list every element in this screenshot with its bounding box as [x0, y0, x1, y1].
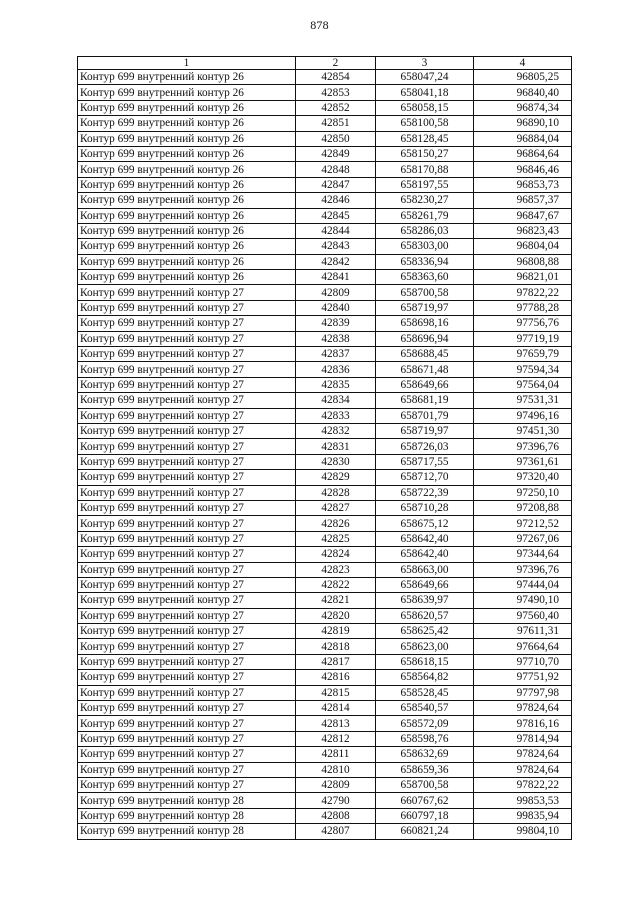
- y-coordinate-cell: 96821,01: [474, 270, 572, 285]
- y-coordinate-cell: 96805,25: [474, 70, 572, 85]
- y-coordinate-cell: 97396,76: [474, 562, 572, 577]
- y-coordinate-cell: 97822,22: [474, 777, 572, 792]
- point-number-cell: 42839: [296, 316, 376, 331]
- y-coordinate-cell: 97344,64: [474, 547, 572, 562]
- y-coordinate-cell: 97490,10: [474, 593, 572, 608]
- x-coordinate-cell: 658659,36: [376, 762, 474, 777]
- table-row: [78, 454, 572, 469]
- table-row: [78, 824, 572, 839]
- y-coordinate-cell: 97267,06: [474, 531, 572, 546]
- table-row: [78, 239, 572, 254]
- y-coordinate-cell: 97320,40: [474, 470, 572, 485]
- contour-name-cell: Контур 699 внутренний контур 27: [78, 408, 296, 423]
- table-row: [78, 762, 572, 777]
- table-row: [78, 100, 572, 115]
- point-number-cell: 42849: [296, 146, 376, 161]
- column-header-2: 2: [296, 57, 376, 70]
- point-number-cell: 42838: [296, 331, 376, 346]
- table-row: [78, 577, 572, 592]
- x-coordinate-cell: 658696,94: [376, 331, 474, 346]
- point-number-cell: 42834: [296, 393, 376, 408]
- x-coordinate-cell: 658681,19: [376, 393, 474, 408]
- table-row: [78, 608, 572, 623]
- x-coordinate-cell: 658642,40: [376, 547, 474, 562]
- contour-name-cell: Контур 699 внутренний контур 27: [78, 639, 296, 654]
- y-coordinate-cell: 97824,64: [474, 747, 572, 762]
- point-number-cell: 42790: [296, 793, 376, 808]
- point-number-cell: 42840: [296, 300, 376, 315]
- y-coordinate-cell: 97361,61: [474, 454, 572, 469]
- point-number-cell: 42807: [296, 824, 376, 839]
- point-number-cell: 42841: [296, 270, 376, 285]
- contour-name-cell: Контур 699 внутренний контур 27: [78, 439, 296, 454]
- y-coordinate-cell: 97822,22: [474, 285, 572, 300]
- contour-name-cell: Контур 699 внутренний контур 26: [78, 162, 296, 177]
- y-coordinate-cell: 97212,52: [474, 516, 572, 531]
- table-row: [78, 393, 572, 408]
- point-number-cell: 42809: [296, 777, 376, 792]
- point-number-cell: 42809: [296, 285, 376, 300]
- table-row: [78, 747, 572, 762]
- column-header-3: 3: [376, 57, 474, 70]
- contour-name-cell: Контур 699 внутренний контур 26: [78, 85, 296, 100]
- point-number-cell: 42821: [296, 593, 376, 608]
- x-coordinate-cell: 658128,45: [376, 131, 474, 146]
- y-coordinate-cell: 96853,73: [474, 177, 572, 192]
- contour-name-cell: Контур 699 внутренний контур 27: [78, 316, 296, 331]
- table-row: [78, 593, 572, 608]
- y-coordinate-cell: 97824,64: [474, 762, 572, 777]
- y-coordinate-cell: 96874,34: [474, 100, 572, 115]
- table-row: [78, 377, 572, 392]
- point-number-cell: 42812: [296, 731, 376, 746]
- contour-name-cell: Контур 699 внутренний контур 27: [78, 654, 296, 669]
- x-coordinate-cell: 658230,27: [376, 193, 474, 208]
- y-coordinate-cell: 97816,16: [474, 716, 572, 731]
- contour-name-cell: Контур 699 внутренний контур 27: [78, 347, 296, 362]
- y-coordinate-cell: 96884,04: [474, 131, 572, 146]
- point-number-cell: 42846: [296, 193, 376, 208]
- point-number-cell: 42853: [296, 85, 376, 100]
- point-number-cell: 42850: [296, 131, 376, 146]
- table-row: [78, 162, 572, 177]
- contour-name-cell: Контур 699 внутренний контур 26: [78, 100, 296, 115]
- contour-name-cell: Контур 699 внутренний контур 27: [78, 685, 296, 700]
- table-row: [78, 716, 572, 731]
- y-coordinate-cell: 97710,70: [474, 654, 572, 669]
- table-row: [78, 70, 572, 85]
- table-row: [78, 777, 572, 792]
- point-number-cell: 42808: [296, 808, 376, 823]
- point-number-cell: 42854: [296, 70, 376, 85]
- x-coordinate-cell: 660821,24: [376, 824, 474, 839]
- y-coordinate-cell: 96840,40: [474, 85, 572, 100]
- table-row: [78, 208, 572, 223]
- x-coordinate-cell: 658041,18: [376, 85, 474, 100]
- point-number-cell: 42814: [296, 701, 376, 716]
- contour-name-cell: Контур 699 внутренний контур 27: [78, 562, 296, 577]
- x-coordinate-cell: 658540,57: [376, 701, 474, 716]
- y-coordinate-cell: 96890,10: [474, 116, 572, 131]
- table-row: [78, 485, 572, 500]
- x-coordinate-cell: 658197,55: [376, 177, 474, 192]
- contour-name-cell: Контур 699 внутренний контур 27: [78, 516, 296, 531]
- contour-name-cell: Контур 699 внутренний контур 27: [78, 670, 296, 685]
- x-coordinate-cell: 658620,57: [376, 608, 474, 623]
- x-coordinate-cell: 658722,39: [376, 485, 474, 500]
- table-row: [78, 701, 572, 716]
- x-coordinate-cell: 658700,58: [376, 777, 474, 792]
- y-coordinate-cell: 97208,88: [474, 500, 572, 515]
- y-coordinate-cell: 97611,31: [474, 624, 572, 639]
- x-coordinate-cell: 658726,03: [376, 439, 474, 454]
- contour-name-cell: Контур 699 внутренний контур 27: [78, 716, 296, 731]
- table-row: [78, 516, 572, 531]
- point-number-cell: 42816: [296, 670, 376, 685]
- contour-name-cell: Контур 699 внутренний контур 27: [78, 531, 296, 546]
- contour-name-cell: Контур 699 внутренний контур 27: [78, 393, 296, 408]
- contour-name-cell: Контур 699 внутренний контур 26: [78, 223, 296, 238]
- point-number-cell: 42817: [296, 654, 376, 669]
- point-number-cell: 42836: [296, 362, 376, 377]
- contour-name-cell: Контур 699 внутренний контур 26: [78, 239, 296, 254]
- point-number-cell: 42823: [296, 562, 376, 577]
- x-coordinate-cell: 658598,76: [376, 731, 474, 746]
- y-coordinate-cell: 97396,76: [474, 439, 572, 454]
- x-coordinate-cell: 658058,15: [376, 100, 474, 115]
- x-coordinate-cell: 658710,28: [376, 500, 474, 515]
- x-coordinate-cell: 658642,40: [376, 531, 474, 546]
- table-row: [78, 639, 572, 654]
- header-row: [78, 57, 572, 70]
- table-row: [78, 624, 572, 639]
- point-number-cell: 42826: [296, 516, 376, 531]
- table-row: [78, 470, 572, 485]
- table-row: [78, 439, 572, 454]
- point-number-cell: 42845: [296, 208, 376, 223]
- x-coordinate-cell: 658632,69: [376, 747, 474, 762]
- x-coordinate-cell: 658623,00: [376, 639, 474, 654]
- y-coordinate-cell: 96804,04: [474, 239, 572, 254]
- contour-name-cell: Контур 699 внутренний контур 26: [78, 131, 296, 146]
- contour-name-cell: Контур 699 внутренний контур 26: [78, 254, 296, 269]
- contour-name-cell: Контур 699 внутренний контур 27: [78, 300, 296, 315]
- point-number-cell: 42824: [296, 547, 376, 562]
- x-coordinate-cell: 658286,03: [376, 223, 474, 238]
- table-row: [78, 500, 572, 515]
- point-number-cell: 42842: [296, 254, 376, 269]
- point-number-cell: 42832: [296, 423, 376, 438]
- x-coordinate-cell: 658675,12: [376, 516, 474, 531]
- x-coordinate-cell: 658700,58: [376, 285, 474, 300]
- point-number-cell: 42811: [296, 747, 376, 762]
- contour-name-cell: Контур 699 внутренний контур 27: [78, 747, 296, 762]
- table-row: [78, 116, 572, 131]
- x-coordinate-cell: 658712,70: [376, 470, 474, 485]
- point-number-cell: 42813: [296, 716, 376, 731]
- y-coordinate-cell: 96846,46: [474, 162, 572, 177]
- contour-name-cell: Контур 699 внутренний контур 27: [78, 454, 296, 469]
- x-coordinate-cell: 658150,27: [376, 146, 474, 161]
- x-coordinate-cell: 658528,45: [376, 685, 474, 700]
- table-row: [78, 131, 572, 146]
- x-coordinate-cell: 658047,24: [376, 70, 474, 85]
- x-coordinate-cell: 658688,45: [376, 347, 474, 362]
- table-row: [78, 223, 572, 238]
- point-number-cell: 42851: [296, 116, 376, 131]
- y-coordinate-cell: 97496,16: [474, 408, 572, 423]
- contour-name-cell: Контур 699 внутренний контур 27: [78, 423, 296, 438]
- contour-name-cell: Контур 699 внутренний контур 26: [78, 70, 296, 85]
- point-number-cell: 42818: [296, 639, 376, 654]
- contour-name-cell: Контур 699 внутренний контур 27: [78, 731, 296, 746]
- x-coordinate-cell: 660767,62: [376, 793, 474, 808]
- table-row: [78, 685, 572, 700]
- y-coordinate-cell: 97560,40: [474, 608, 572, 623]
- x-coordinate-cell: 658671,48: [376, 362, 474, 377]
- page-number: 878: [310, 18, 329, 32]
- y-coordinate-cell: 97594,34: [474, 362, 572, 377]
- y-coordinate-cell: 97788,28: [474, 300, 572, 315]
- table-row: [78, 808, 572, 823]
- y-coordinate-cell: 97659,79: [474, 347, 572, 362]
- x-coordinate-cell: 658625,42: [376, 624, 474, 639]
- point-number-cell: 42843: [296, 239, 376, 254]
- contour-name-cell: Контур 699 внутренний контур 27: [78, 593, 296, 608]
- x-coordinate-cell: 658649,66: [376, 377, 474, 392]
- contour-name-cell: Контур 699 внутренний контур 28: [78, 808, 296, 823]
- table-row: [78, 300, 572, 315]
- contour-name-cell: Контур 699 внутренний контур 27: [78, 762, 296, 777]
- y-coordinate-cell: 97451,30: [474, 423, 572, 438]
- contour-name-cell: Контур 699 внутренний контур 26: [78, 177, 296, 192]
- point-number-cell: 42815: [296, 685, 376, 700]
- contour-name-cell: Контур 699 внутренний контур 26: [78, 208, 296, 223]
- y-coordinate-cell: 97250,10: [474, 485, 572, 500]
- point-number-cell: 42827: [296, 500, 376, 515]
- x-coordinate-cell: 660797,18: [376, 808, 474, 823]
- point-number-cell: 42844: [296, 223, 376, 238]
- y-coordinate-cell: 97444,04: [474, 577, 572, 592]
- x-coordinate-cell: 658719,97: [376, 300, 474, 315]
- point-number-cell: 42835: [296, 377, 376, 392]
- x-coordinate-cell: 658719,97: [376, 423, 474, 438]
- x-coordinate-cell: 658698,16: [376, 316, 474, 331]
- y-coordinate-cell: 97564,04: [474, 377, 572, 392]
- y-coordinate-cell: 99853,53: [474, 793, 572, 808]
- y-coordinate-cell: 97719,19: [474, 331, 572, 346]
- table-row: [78, 654, 572, 669]
- contour-name-cell: Контур 699 внутренний контур 26: [78, 116, 296, 131]
- x-coordinate-cell: 658303,00: [376, 239, 474, 254]
- point-number-cell: 42828: [296, 485, 376, 500]
- y-coordinate-cell: 97751,92: [474, 670, 572, 685]
- contour-name-cell: Контур 699 внутренний контур 26: [78, 270, 296, 285]
- contour-name-cell: Контур 699 внутренний контур 27: [78, 547, 296, 562]
- y-coordinate-cell: 97814,94: [474, 731, 572, 746]
- table-row: [78, 347, 572, 362]
- y-coordinate-cell: 97824,64: [474, 701, 572, 716]
- table-row: [78, 670, 572, 685]
- x-coordinate-cell: 658363,60: [376, 270, 474, 285]
- x-coordinate-cell: 658564,82: [376, 670, 474, 685]
- contour-name-cell: Контур 699 внутренний контур 27: [78, 701, 296, 716]
- table-row: [78, 408, 572, 423]
- contour-name-cell: Контур 699 внутренний контур 27: [78, 608, 296, 623]
- point-number-cell: 42830: [296, 454, 376, 469]
- point-number-cell: 42837: [296, 347, 376, 362]
- y-coordinate-cell: 96864,64: [474, 146, 572, 161]
- contour-name-cell: Контур 699 внутренний контур 28: [78, 824, 296, 839]
- table-row: [78, 193, 572, 208]
- point-number-cell: 42819: [296, 624, 376, 639]
- x-coordinate-cell: 658336,94: [376, 254, 474, 269]
- table-row: [78, 177, 572, 192]
- column-header-1: 1: [78, 57, 296, 70]
- table-row: [78, 423, 572, 438]
- table-row: [78, 270, 572, 285]
- table-row: [78, 793, 572, 808]
- point-number-cell: 42833: [296, 408, 376, 423]
- x-coordinate-cell: 658717,55: [376, 454, 474, 469]
- point-number-cell: 42825: [296, 531, 376, 546]
- contour-name-cell: Контур 699 внутренний контур 26: [78, 193, 296, 208]
- contour-name-cell: Контур 699 внутренний контур 27: [78, 577, 296, 592]
- y-coordinate-cell: 96808,88: [474, 254, 572, 269]
- x-coordinate-cell: 658170,88: [376, 162, 474, 177]
- y-coordinate-cell: 99835,94: [474, 808, 572, 823]
- column-header-4: 4: [474, 57, 572, 70]
- y-coordinate-cell: 97756,76: [474, 316, 572, 331]
- contour-name-cell: Контур 699 внутренний контур 26: [78, 146, 296, 161]
- table-row: [78, 362, 572, 377]
- contour-name-cell: Контур 699 внутренний контур 27: [78, 362, 296, 377]
- table-row: [78, 254, 572, 269]
- point-number-cell: 42822: [296, 577, 376, 592]
- table-row: [78, 285, 572, 300]
- table-row: [78, 547, 572, 562]
- point-number-cell: 42848: [296, 162, 376, 177]
- x-coordinate-cell: 658649,66: [376, 577, 474, 592]
- point-number-cell: 42847: [296, 177, 376, 192]
- table-row: [78, 562, 572, 577]
- y-coordinate-cell: 97664,64: [474, 639, 572, 654]
- y-coordinate-cell: 96847,67: [474, 208, 572, 223]
- table-row: [78, 146, 572, 161]
- contour-name-cell: Контур 699 внутренний контур 27: [78, 285, 296, 300]
- x-coordinate-cell: 658261,79: [376, 208, 474, 223]
- x-coordinate-cell: 658100,58: [376, 116, 474, 131]
- contour-name-cell: Контур 699 внутренний контур 27: [78, 331, 296, 346]
- contour-name-cell: Контур 699 внутренний контур 27: [78, 377, 296, 392]
- y-coordinate-cell: 97797,98: [474, 685, 572, 700]
- coordinates-table: [77, 56, 572, 840]
- x-coordinate-cell: 658701,79: [376, 408, 474, 423]
- table-row: [78, 531, 572, 546]
- x-coordinate-cell: 658663,00: [376, 562, 474, 577]
- contour-name-cell: Контур 699 внутренний контур 27: [78, 624, 296, 639]
- y-coordinate-cell: 97531,31: [474, 393, 572, 408]
- point-number-cell: 42810: [296, 762, 376, 777]
- point-number-cell: 42831: [296, 439, 376, 454]
- table-row: [78, 316, 572, 331]
- contour-name-cell: Контур 699 внутренний контур 27: [78, 500, 296, 515]
- x-coordinate-cell: 658639,97: [376, 593, 474, 608]
- x-coordinate-cell: 658618,15: [376, 654, 474, 669]
- table-row: [78, 85, 572, 100]
- x-coordinate-cell: 658572,09: [376, 716, 474, 731]
- point-number-cell: 42829: [296, 470, 376, 485]
- table-row: [78, 731, 572, 746]
- y-coordinate-cell: 99804,10: [474, 824, 572, 839]
- table-row: [78, 331, 572, 346]
- contour-name-cell: Контур 699 внутренний контур 27: [78, 485, 296, 500]
- y-coordinate-cell: 96823,43: [474, 223, 572, 238]
- contour-name-cell: Контур 699 внутренний контур 27: [78, 777, 296, 792]
- point-number-cell: 42820: [296, 608, 376, 623]
- contour-name-cell: Контур 699 внутренний контур 28: [78, 793, 296, 808]
- point-number-cell: 42852: [296, 100, 376, 115]
- y-coordinate-cell: 96857,37: [474, 193, 572, 208]
- contour-name-cell: Контур 699 внутренний контур 27: [78, 470, 296, 485]
